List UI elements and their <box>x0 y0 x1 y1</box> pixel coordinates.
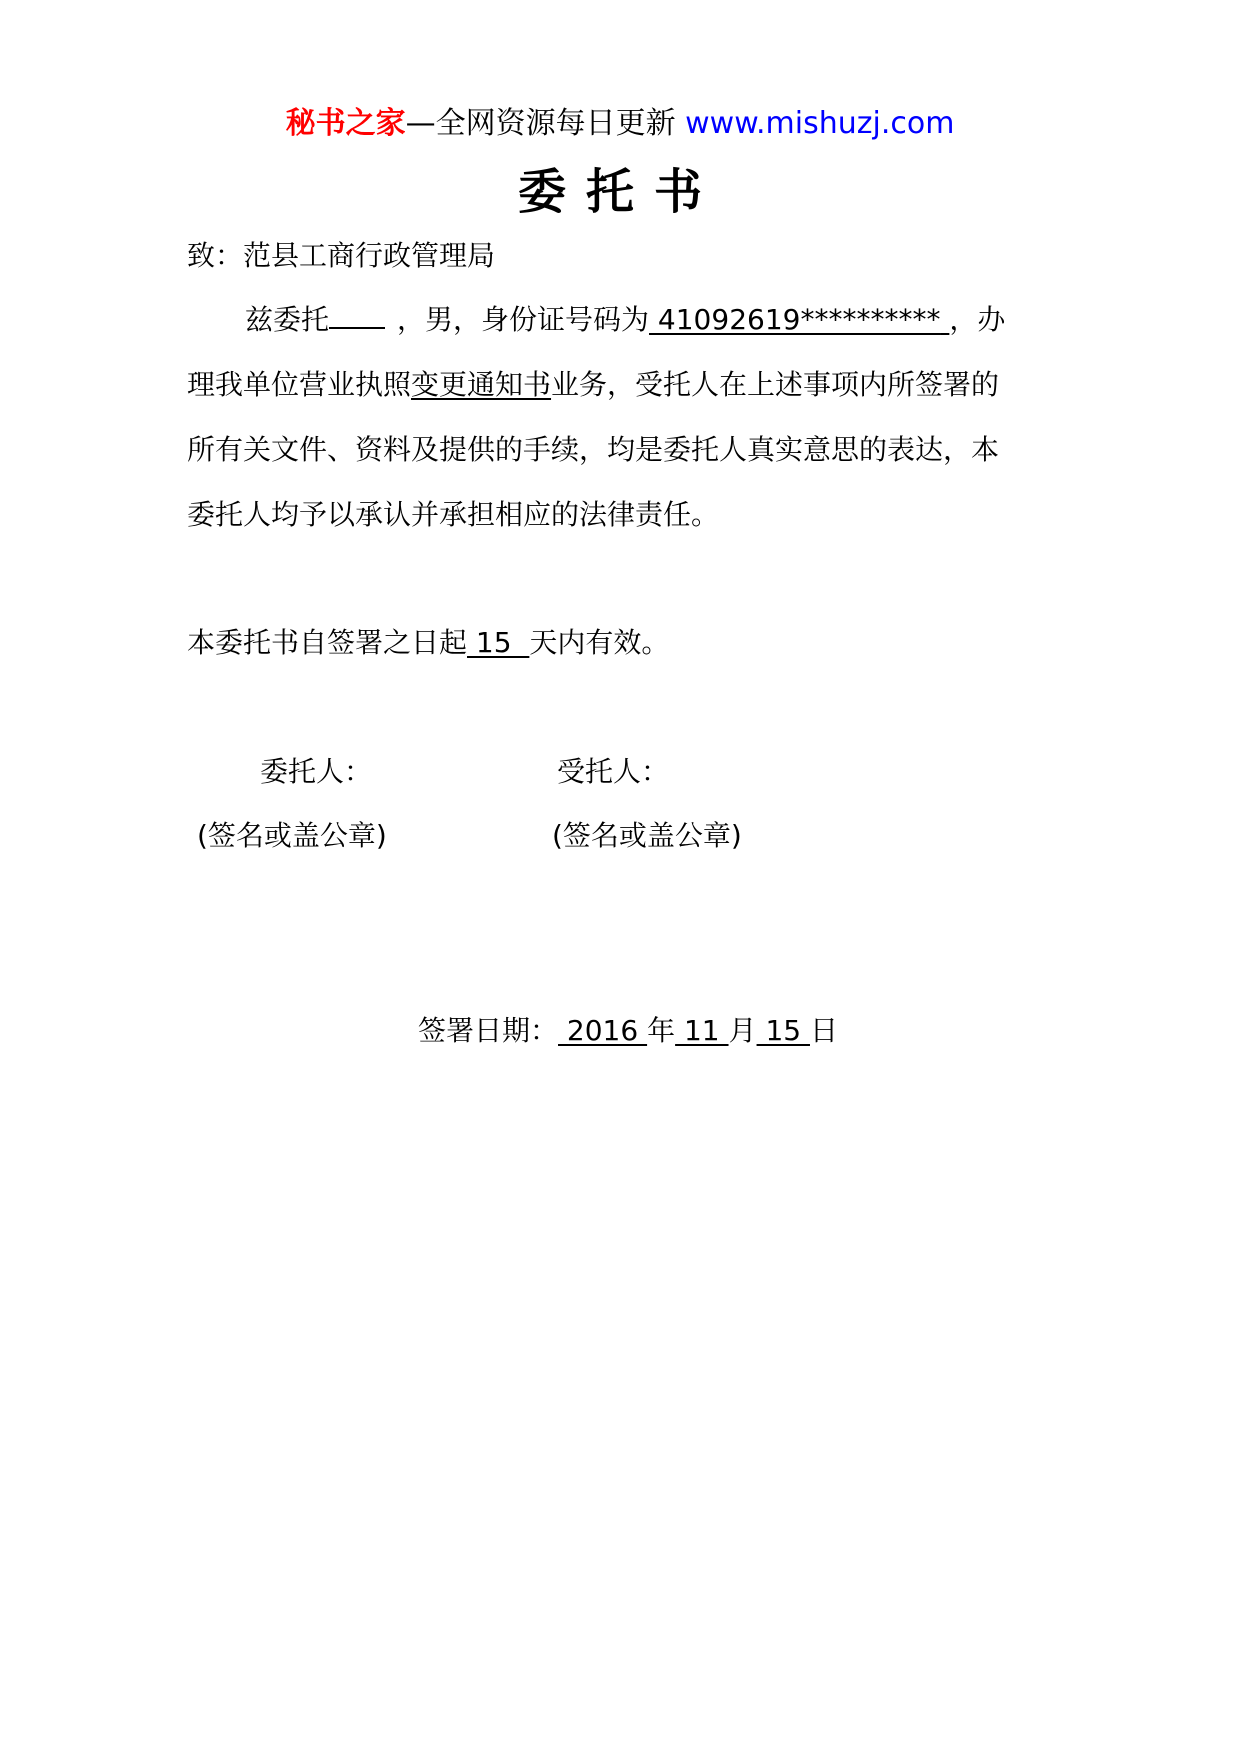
date-day-field: 15 <box>756 1014 810 1047</box>
body-paragraph-line-2 <box>187 365 999 405</box>
brand-name: 秘书之家 <box>285 106 406 141</box>
validity-suffix: 天内有效。 <box>529 626 670 659</box>
id-number-field: 41092619********** <box>649 303 941 336</box>
body-text: 业务，受托人在上述事项内所签署的 <box>551 368 1000 401</box>
date-month-unit: 月 <box>728 1014 757 1047</box>
body-paragraph-line-1 <box>245 300 1005 340</box>
body-text: 理我单位营业执照 <box>187 368 412 401</box>
site-url-link[interactable]: www.mishuzj.com <box>685 106 955 141</box>
body-text: ，男，身份证号码为 <box>397 303 650 336</box>
document-title: 委托书 <box>517 164 722 220</box>
signing-date-line <box>418 1011 838 1051</box>
recipient-line: 致：范县工商行政管理局 <box>187 239 496 272</box>
body-text: 兹委托 <box>245 303 330 336</box>
validity-days-field: 15 <box>467 626 530 659</box>
body-text: ，办 <box>949 303 1006 336</box>
body-paragraph-line-4: 委托人均予以承认并承担相应的法律责任。 <box>187 498 720 531</box>
date-day-unit: 日 <box>809 1014 838 1047</box>
agent-name-blank <box>329 301 385 329</box>
agent-signature-note: (签名或盖公章) <box>552 819 742 852</box>
principal-signature-note: (签名或盖公章) <box>197 819 387 852</box>
date-label: 签署日期： <box>418 1014 559 1047</box>
site-header <box>0 100 1240 148</box>
header-slogan: —全网资源每日更新 <box>405 106 676 141</box>
body-paragraph-line-3: 所有关文件、资料及提供的手续，均是委托人真实意思的表达，本 <box>187 433 1000 466</box>
date-year-field: 2016 <box>558 1014 648 1047</box>
validity-line <box>187 623 669 663</box>
date-year-unit: 年 <box>647 1014 676 1047</box>
date-month-field: 11 <box>675 1014 729 1047</box>
principal-label: 委托人： <box>260 755 373 788</box>
business-item-field: 变更通知书 <box>411 368 552 401</box>
agent-label: 受托人： <box>557 755 670 788</box>
validity-prefix: 本委托书自签署之日起 <box>187 626 468 659</box>
